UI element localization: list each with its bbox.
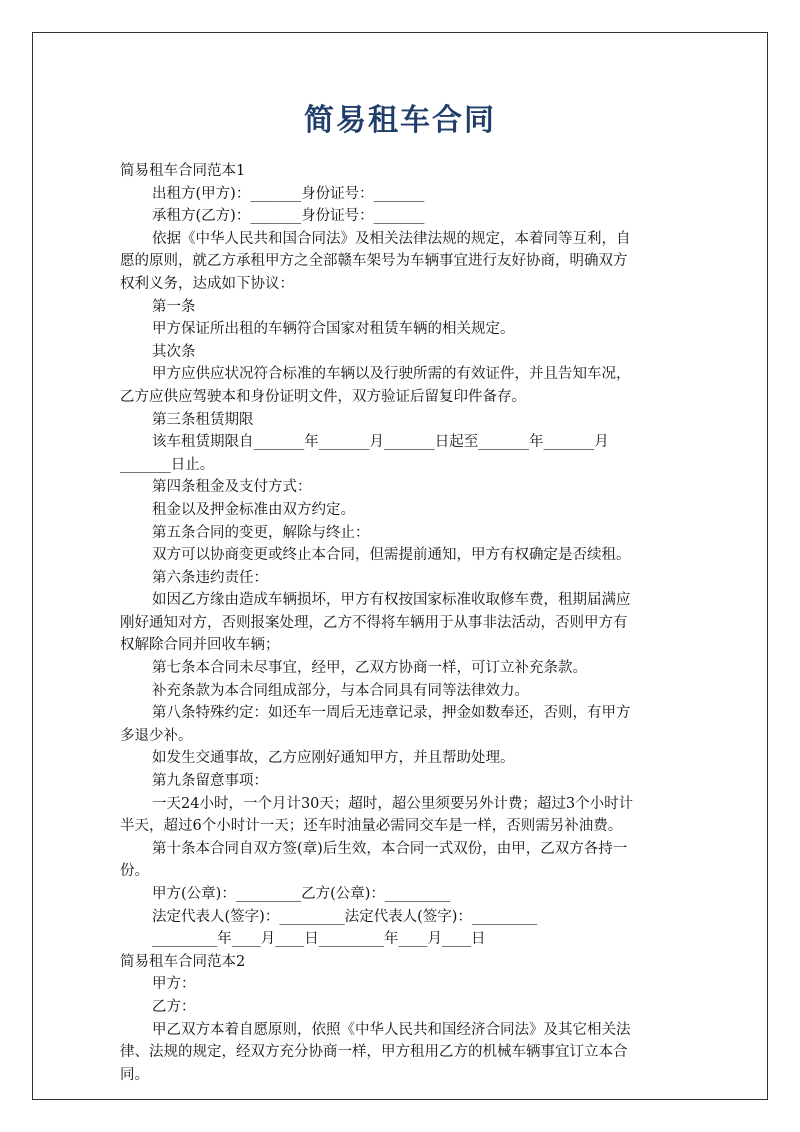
text-line: 同。: [120, 1066, 149, 1083]
text-line: 愿的原则，就乙方承租甲方之全部赣车架号为车辆事宜进行友好协商，明确双方: [120, 253, 628, 270]
document-title: 简易租车合同: [304, 103, 496, 138]
text-line: 第四条租金及支付方式：: [152, 479, 312, 496]
text-line: 第一条: [152, 298, 196, 315]
text-line: 承租方(乙方)：_______身份证号：_______: [152, 208, 425, 225]
text-line: 权利义务，达成如下协议：: [120, 275, 294, 292]
text-line: 依据《中华人民共和国合同法》及相关法律法规的规定，本着同等互利，自: [152, 230, 631, 247]
text-line: 权解除合同并回收车辆；: [120, 637, 280, 654]
text-line: 简易租车合同范本1: [120, 163, 246, 179]
text-line: _______日止。: [120, 456, 215, 473]
text-line: 其次条: [152, 343, 196, 360]
text-line: 多退少补。: [120, 727, 193, 744]
text-line: 补充条款为本合同组成部分，与本合同具有同等法律效力。: [152, 682, 529, 699]
text-line: 份。: [120, 863, 149, 880]
text-line: 如发生交通事故，乙方应刚好通知甲方，并且帮助处理。: [152, 750, 515, 767]
text-line: 甲方应供应状况符合标准的车辆以及行驶所需的有效证件，并且告知车况，: [152, 366, 631, 383]
text-line: 半天，超过6个小时计一天；还车时油量必需同交车是一样，否则需另补油费。: [120, 818, 623, 835]
text-line: 出租方(甲方)：_______身份证号：_______: [152, 185, 425, 202]
text-line: 甲方：: [152, 976, 196, 993]
text-line: 简易租车合同范本2: [120, 953, 246, 970]
text-line: 第九条留意事项：: [152, 773, 268, 790]
text-line: 乙方应供应驾驶本和身份证明文件，双方验证后留复印件备存。: [120, 388, 526, 405]
text-line: 双方可以协商变更或终止本合同，但需提前通知，甲方有权确定是否续租。: [152, 547, 631, 564]
text-line: 第六条违约责任：: [152, 569, 268, 586]
text-line: 甲方(公章)：_________乙方(公章)：_________: [152, 886, 451, 902]
text-line: 第八条特殊约定：如还车一周后无违章记录，押金如数奉还，否则，有甲方: [152, 705, 631, 722]
document-body: [120, 160, 690, 1086]
text-line: 第五条合同的变更，解除与终止：: [152, 524, 370, 541]
text-line: 律、法规的规定，经双方充分协商一样，甲方租用乙方的机械车辆事宜订立本合: [120, 1044, 628, 1061]
text-line: 一天24小时，一个月计30天；超时，超公里须要另外计费；超过3个小时计: [152, 795, 634, 812]
text-line: 第十条本合同自双方签(章)后生效，本合同一式双份，由甲，乙双方各持一: [152, 840, 628, 857]
text-line: 第三条租赁期限: [152, 411, 254, 428]
text-line: 如因乙方缘由造成车辆损坏，甲方有权按国家标准收取修车费，租期届满应: [152, 592, 631, 609]
text-line: _________年____月____日_________年____月____日: [152, 931, 486, 948]
text-line: 刚好通知对方，否则报案处理，乙方不得将车辆用于从事非法活动，否则甲方有: [120, 614, 628, 631]
text-line: 该车租赁期限自_______年_______月_______日起至_______年_______月: [152, 434, 609, 451]
text-line: 乙方：: [152, 998, 196, 1015]
text-line: 第七条本合同未尽事宜，经甲，乙双方协商一样，可订立补充条款。: [152, 660, 587, 677]
text-line: 甲乙双方本着自愿原则，依照《中华人民共和国经济合同法》及其它相关法: [152, 1021, 631, 1038]
text-line: 法定代表人(签字)：_________法定代表人(签字)：_________: [152, 908, 538, 925]
text-line: 甲方保证所出租的车辆符合国家对租赁车辆的相关规定。: [152, 321, 515, 338]
text-line: 租金以及押金标准由双方约定。: [152, 501, 355, 518]
